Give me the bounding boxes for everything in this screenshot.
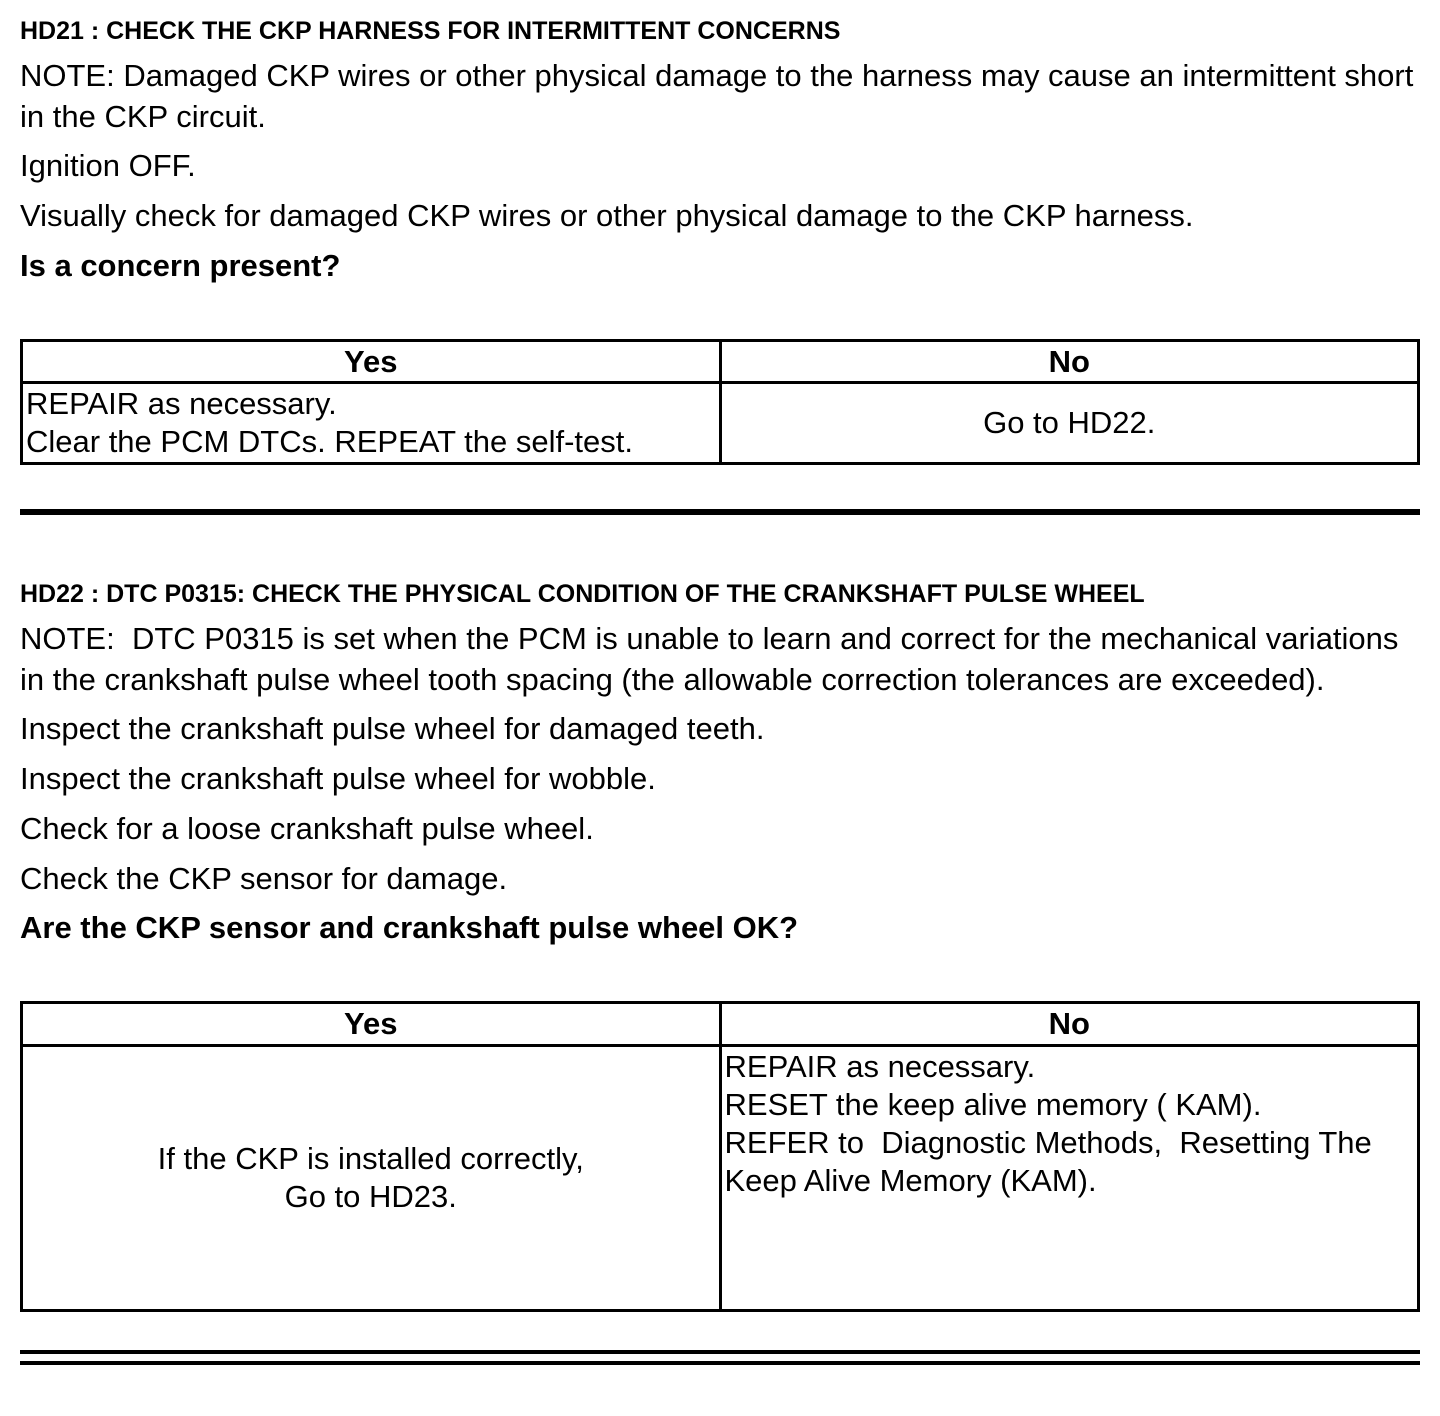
hd22-step-inspect-wobble: Inspect the crankshaft pulse wheel for wobble. xyxy=(20,760,656,796)
hd21-yes-action-line: Clear the PCM DTCs. REPEAT the self-test. xyxy=(26,424,633,460)
hd22-yes-column-header: Yes xyxy=(22,1003,721,1046)
hd22-question: Are the CKP sensor and crankshaft pulse wheel OK? xyxy=(20,910,799,946)
hd21-decision-table xyxy=(20,339,1420,465)
page-end-divider xyxy=(20,1350,1420,1365)
hd21-step-visual-check: Visually check for damaged CKP wires or other physical damage to the CKP harness. xyxy=(20,197,1194,233)
hd21-question: Is a concern present? xyxy=(20,247,341,283)
hd21-no-cell xyxy=(720,383,1419,464)
hd22-no-column-header: No xyxy=(720,1003,1419,1046)
hd22-yes-action-line: If the CKP is installed correctly, xyxy=(157,1141,584,1177)
hd22-no-action-line: REFER to Diagnostic Methods, Resetting The Keep Alive Memory (KAM). xyxy=(724,1124,1381,1198)
hd21-heading: HD21 : CHECK THE CKP HARNESS FOR INTERMITTENT CONCERNS xyxy=(20,17,841,45)
section-hd22 xyxy=(20,579,1420,1312)
hd22-no-action-line: REPAIR as necessary. xyxy=(724,1049,1036,1085)
hd21-yes-action-line: REPAIR as necessary. xyxy=(26,386,337,422)
hd22-no-action-line: RESET the keep alive memory ( KAM). xyxy=(724,1086,1262,1122)
hd21-no-column-header: No xyxy=(720,340,1419,383)
section-divider xyxy=(20,509,1420,515)
hd21-step-ignition-off: Ignition OFF. xyxy=(20,147,196,183)
hd22-note: NOTE: DTC P0315 is set when the PCM is unable to learn and correct for the mechanical variations in the crankshaft pulse wheel tooth spacing (the allowable correction tolerances are exceeded). xyxy=(20,620,1408,697)
hd21-note: NOTE: Damaged CKP wires or other physical damage to the harness may cause an intermittent short in the CKP circuit. xyxy=(20,58,1422,134)
hd21-table-header-row xyxy=(22,340,1419,383)
hd21-no-action-line: Go to HD22. xyxy=(983,405,1156,441)
hd22-yes-action-line: Go to HD23. xyxy=(284,1179,457,1215)
hd21-table-body-row xyxy=(22,383,1419,464)
hd22-table-body-row xyxy=(22,1046,1419,1311)
hd22-table-header-row xyxy=(22,1003,1419,1046)
section-hd21 xyxy=(20,16,1420,465)
hd22-step-inspect-teeth: Inspect the crankshaft pulse wheel for damaged teeth. xyxy=(20,710,765,746)
hd22-step-check-loose-wheel: Check for a loose crankshaft pulse wheel. xyxy=(20,810,594,846)
hd21-yes-cell xyxy=(22,383,721,464)
hd22-decision-table xyxy=(20,1001,1420,1312)
hd22-step-check-ckp-sensor: Check the CKP sensor for damage. xyxy=(20,860,508,896)
hd22-no-cell xyxy=(720,1046,1419,1311)
hd21-yes-column-header: Yes xyxy=(22,340,721,383)
hd22-yes-cell xyxy=(22,1046,721,1311)
hd22-heading: HD22 : DTC P0315: CHECK THE PHYSICAL CONDITION OF THE CRANKSHAFT PULSE WHEEL xyxy=(20,579,1145,608)
